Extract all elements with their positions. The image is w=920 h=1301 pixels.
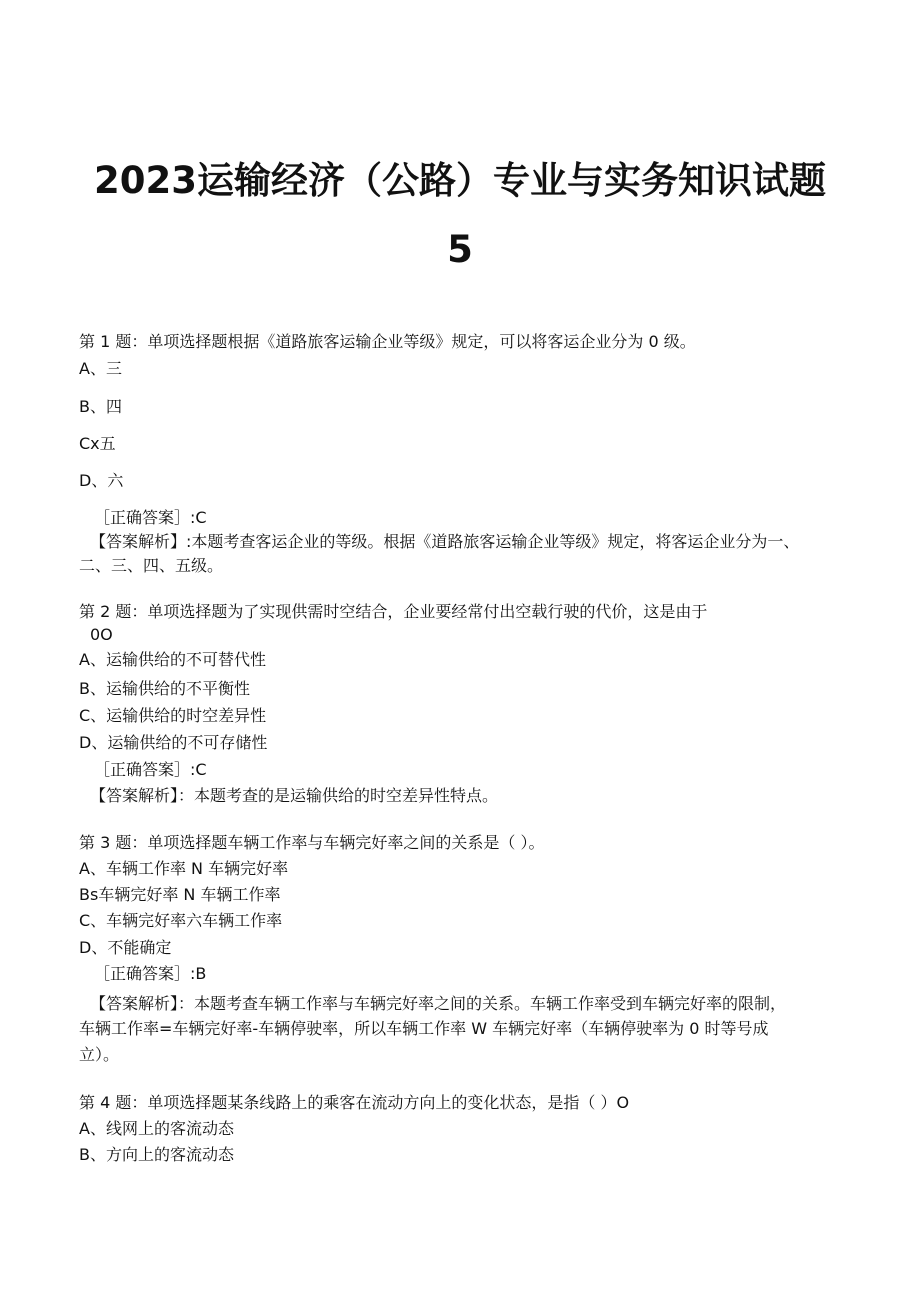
- question-3-answer: ［正确答案］:B: [94, 964, 207, 983]
- question-1-stem: 第 1 题：单项选择题根据《道路旅客运输企业等级》规定，可以将客运企业分为 0 级。: [79, 332, 696, 351]
- question-3-option-d: D、不能确定: [79, 938, 172, 957]
- question-2-option-b: B、运输供给的不平衡性: [79, 679, 250, 698]
- question-1-answer: ［正确答案］:C: [94, 508, 207, 527]
- question-2-option-c: C、运输供给的时空差异性: [79, 706, 267, 725]
- question-1-option-b: B、四: [79, 397, 122, 416]
- question-2-option-d: D、运输供给的不可存储性: [79, 733, 268, 752]
- question-4-option-b: B、方向上的客流动态: [79, 1145, 234, 1164]
- question-3-option-c: C、车辆完好率六车辆工作率: [79, 911, 283, 930]
- document-title-line1: 2023运输经济（公路）专业与实务知识试题: [94, 159, 826, 202]
- question-1-option-d: D、六: [79, 471, 124, 490]
- question-1-option-a: A、三: [79, 359, 122, 378]
- question-4-stem: 第 4 题：单项选择题某条线路上的乘客在流动方向上的变化状态，是指（ ）O: [79, 1093, 630, 1112]
- question-3-option-a: A、车辆工作率 N 车辆完好率: [79, 859, 289, 878]
- question-2-answer: ［正确答案］:C: [94, 760, 207, 779]
- question-1-analysis-1: 【答案解析】:本题考查客运企业的等级。根据《道路旅客运输企业等级》规定，将客运企业分为一、: [90, 532, 800, 551]
- question-3-option-b: Bs车辆完好率 N 车辆工作率: [79, 885, 281, 904]
- question-2-option-a: A、运输供给的不可替代性: [79, 650, 266, 669]
- question-3-analysis-2: 车辆工作率=车辆完好率-车辆停驶率，所以车辆工作率 W 车辆完好率（车辆停驶率为 0 时等号成: [79, 1019, 769, 1038]
- document-title-line2: 5: [447, 228, 473, 271]
- question-2-analysis: 【答案解析】：本题考查的是运输供给的时空差异性特点。: [90, 786, 499, 805]
- question-4-option-a: A、线网上的客流动态: [79, 1119, 234, 1138]
- question-3-analysis-3: 立）。: [79, 1045, 120, 1064]
- question-2-stem-continued: 0O: [90, 625, 113, 644]
- question-2-stem: 第 2 题：单项选择题为了实现供需时空结合，企业要经常付出空载行驶的代价，这是由于: [79, 602, 708, 621]
- question-3-stem: 第 3 题：单项选择题车辆工作率与车辆完好率之间的关系是（ ）。: [79, 833, 545, 852]
- question-1-option-c: Cx五: [79, 434, 116, 453]
- question-3-analysis-1: 【答案解析】：本题考查车辆工作率与车辆完好率之间的关系。车辆工作率受到车辆完好率的限制，: [90, 994, 787, 1013]
- question-1-analysis-2: 二、三、四、五级。: [79, 556, 224, 575]
